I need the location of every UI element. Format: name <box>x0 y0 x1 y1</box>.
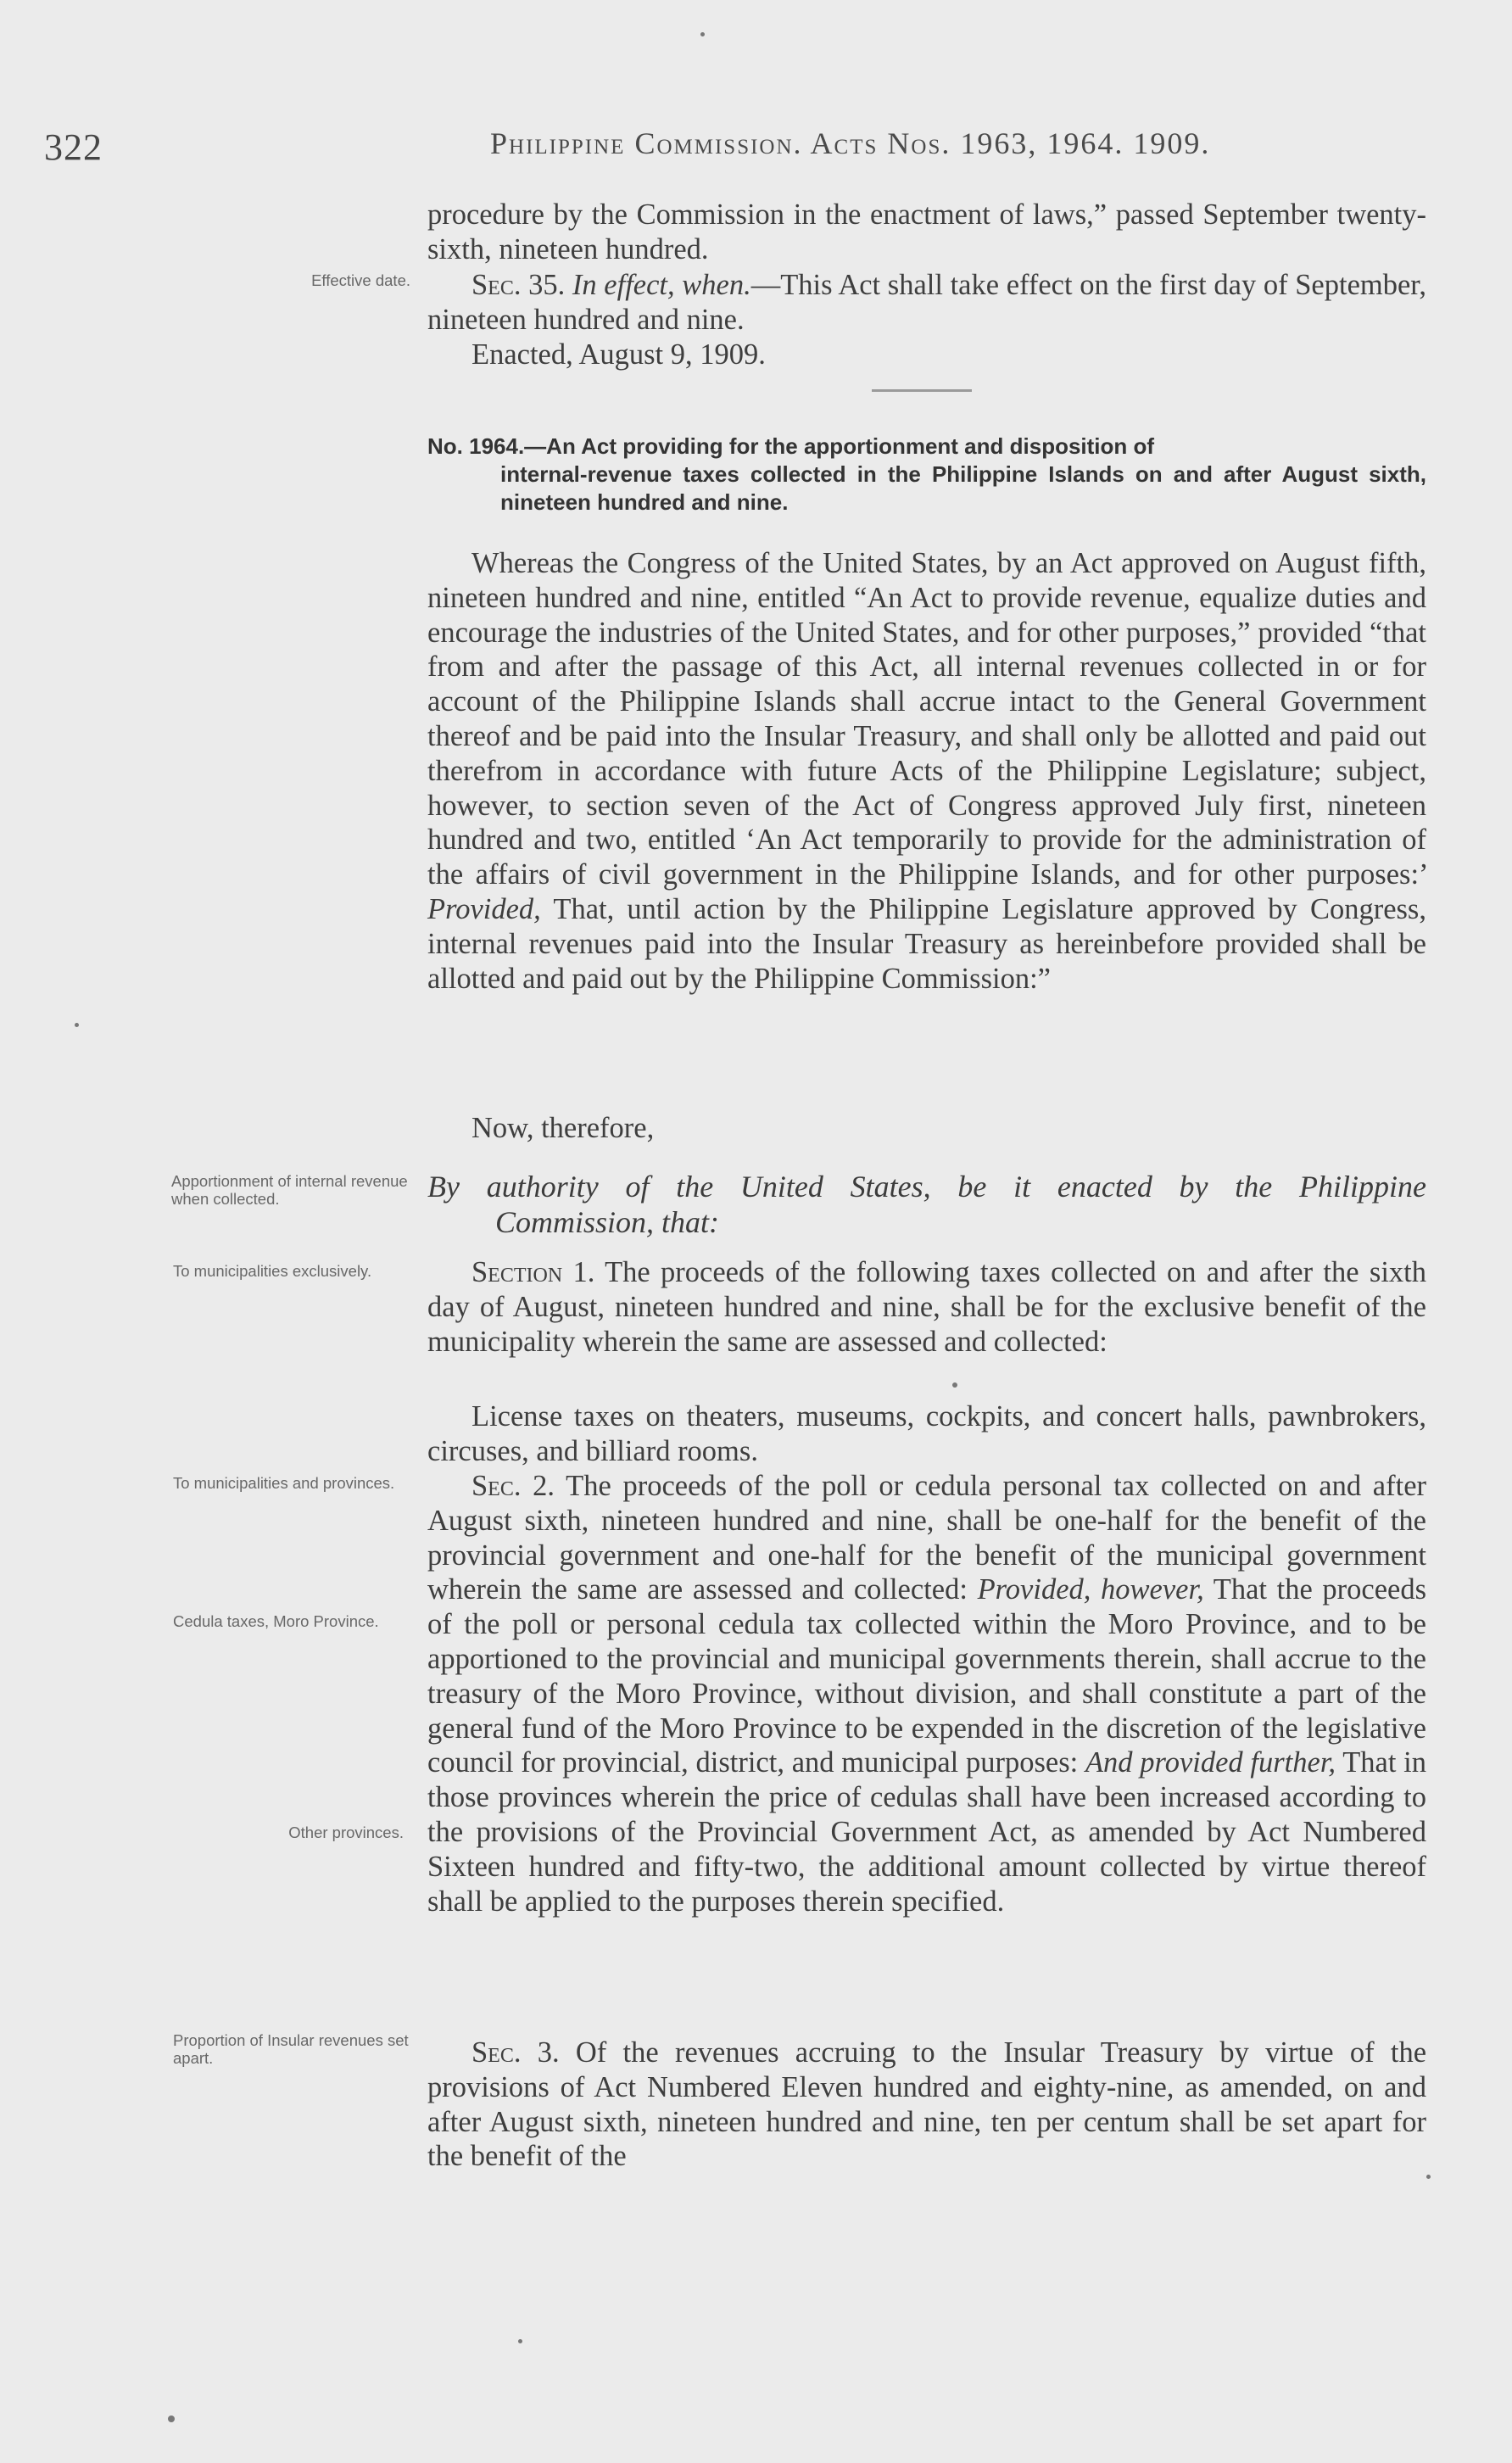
margin-note-other-provinces: Other provinces. <box>288 1824 404 1841</box>
enacting-line-1: By authority of the United States, be it enacted by the Philippine <box>427 1170 1426 1204</box>
section-2 <box>427 1469 1426 1918</box>
act-1963-continuation: procedure by the Commission in the enactment of laws,” passed September twenty-sixth, nineteen hundred. <box>427 198 1426 265</box>
separator-rule <box>872 389 972 392</box>
enacting-clause <box>427 1169 1426 1240</box>
whereas-clause <box>427 546 1426 996</box>
whereas-text-a: Whereas the Congress of the United States, by an Act approved on August fifth, nineteen hundred and nine, entitled “An Act to provide revenue, equalize duties and encourage the industries of the United States, and for other purposes,” provided “that from and after the passage of this Act, all internal revenues collected in or for account of the Philippine Islands shall accrue intact to the General Government thereof and be paid into the Insular Treasury, and shall only be allotted and paid out therefrom in accordance with future Acts of the Philippine Legislature; subject, however, to section seven of the Act of Congress approved July first, nineteen hundred and two, entitled ‘An Act temporarily to provide for the administration of the affairs of civil government in the Philippine Islands, and for other purposes:’ <box>427 547 1426 891</box>
scan-speck <box>518 2339 522 2343</box>
margin-note-effective-date: Effective date. <box>311 271 410 289</box>
section-2-text-c: That in those provinces wherein the price of cedulas shall have been increased according to the provisions of the Provincial Government Act, as amended by Act Numbered Sixteen hundred and fifty-two, the additional amount collected by virtue thereof shall be applied to the purposes therein specified. <box>427 1746 1427 1918</box>
act-1964-title-rest: internal-revenue taxes collected in the Philippine Islands on and after August sixth, nineteen hundred and nine. <box>500 461 1426 515</box>
page-number: 322 <box>44 126 103 168</box>
act-1964-title <box>427 433 1426 517</box>
section-35-text: —This Act shall take effect on the first day of September, nineteen hundred and nine. <box>427 269 1427 336</box>
margin-note-apportionment: Apportionment of internal revenue when collected. <box>171 1172 408 1208</box>
enacting-line-2: Commission, that: <box>495 1205 720 1239</box>
margin-note-municipalities-provinces: To municipalities and provinces. <box>173 1474 395 1492</box>
margin-note-cedula-moro: Cedula taxes, Moro Province. <box>173 1612 379 1630</box>
scan-speck <box>75 1023 79 1027</box>
section-1-list: License taxes on theaters, museums, cockpits, and concert halls, pawnbrokers, circuses, and billiard rooms. <box>427 1400 1426 1467</box>
section-2-label: Sec. 2. <box>471 1470 555 1502</box>
scan-speck <box>1426 2175 1431 2179</box>
scan-speck <box>168 2416 175 2422</box>
now-therefore: Now, therefore, <box>471 1112 655 1144</box>
section-35-heading: In effect, when. <box>572 269 751 301</box>
section-2-text-b: That the proceeds of the poll or personal cedula tax collected within the Moro Province, and to be apportioned to the provincial and municipal governments therein, shall accrue to the treasury of the Moro Province, without division, and shall constitute a part of the general fund of the Moro Province to be expended in the discretion of the legislative council for provincial, district, and municipal purposes: <box>427 1573 1427 1779</box>
scan-speck <box>952 1382 957 1388</box>
section-2-provided-however: Provided, however, <box>977 1573 1204 1606</box>
running-title: Philippine Commission. Acts Nos. 1963, 1964. 1909. <box>490 126 1211 160</box>
section-2-text-a: The proceeds of the poll or cedula personal tax collected on and after August sixth, nineteen hundred and nine, shall be one-half for the benefit of the provincial government and one-half for the benefit of the municipal government wherein the same are assessed and collected: <box>427 1470 1426 1606</box>
section-1 <box>427 1255 1426 1359</box>
section-3-label: Sec. 3. <box>471 2036 560 2069</box>
section-2-provided-further: And provided further, <box>1085 1746 1336 1779</box>
act-1964-title-line1: No. 1964.—An Act providing for the apportionment and disposition of <box>427 433 1155 459</box>
section-35 <box>427 268 1426 338</box>
enacted-date: Enacted, August 9, 1909. <box>471 338 766 371</box>
whereas-text-b: That, until action by the Philippine Legislature approved by Congress, internal revenues paid into the Insular Treasury as hereinbefore provided shall be allotted and paid out by the Philippine Commission:” <box>427 892 1426 995</box>
section-1-label: Section 1. <box>471 1256 595 1288</box>
margin-note-municipalities-exclusively: To municipalities exclusively. <box>173 1262 372 1280</box>
section-3-text: Of the revenues accruing to the Insular Treasury by virtue of the provisions of Act Numbered Eleven hundred and eighty-nine, as amended, on and after August sixth, nineteen hundred and nine, ten per centum shall be set apart for the benefit of the <box>427 2036 1427 2173</box>
section-3 <box>427 2036 1426 2174</box>
scan-speck <box>700 32 705 36</box>
margin-note-proportion-insular: Proportion of Insular revenues set apart. <box>173 2031 409 2067</box>
section-1-text: The proceeds of the following taxes collected on and after the sixth day of August, nineteen hundred and nine, shall be for the exclusive benefit of the municipality wherein the same are assessed and collected: <box>427 1256 1426 1358</box>
whereas-provided: Provided, <box>427 892 541 925</box>
section-35-label: Sec. 35. <box>471 269 566 301</box>
